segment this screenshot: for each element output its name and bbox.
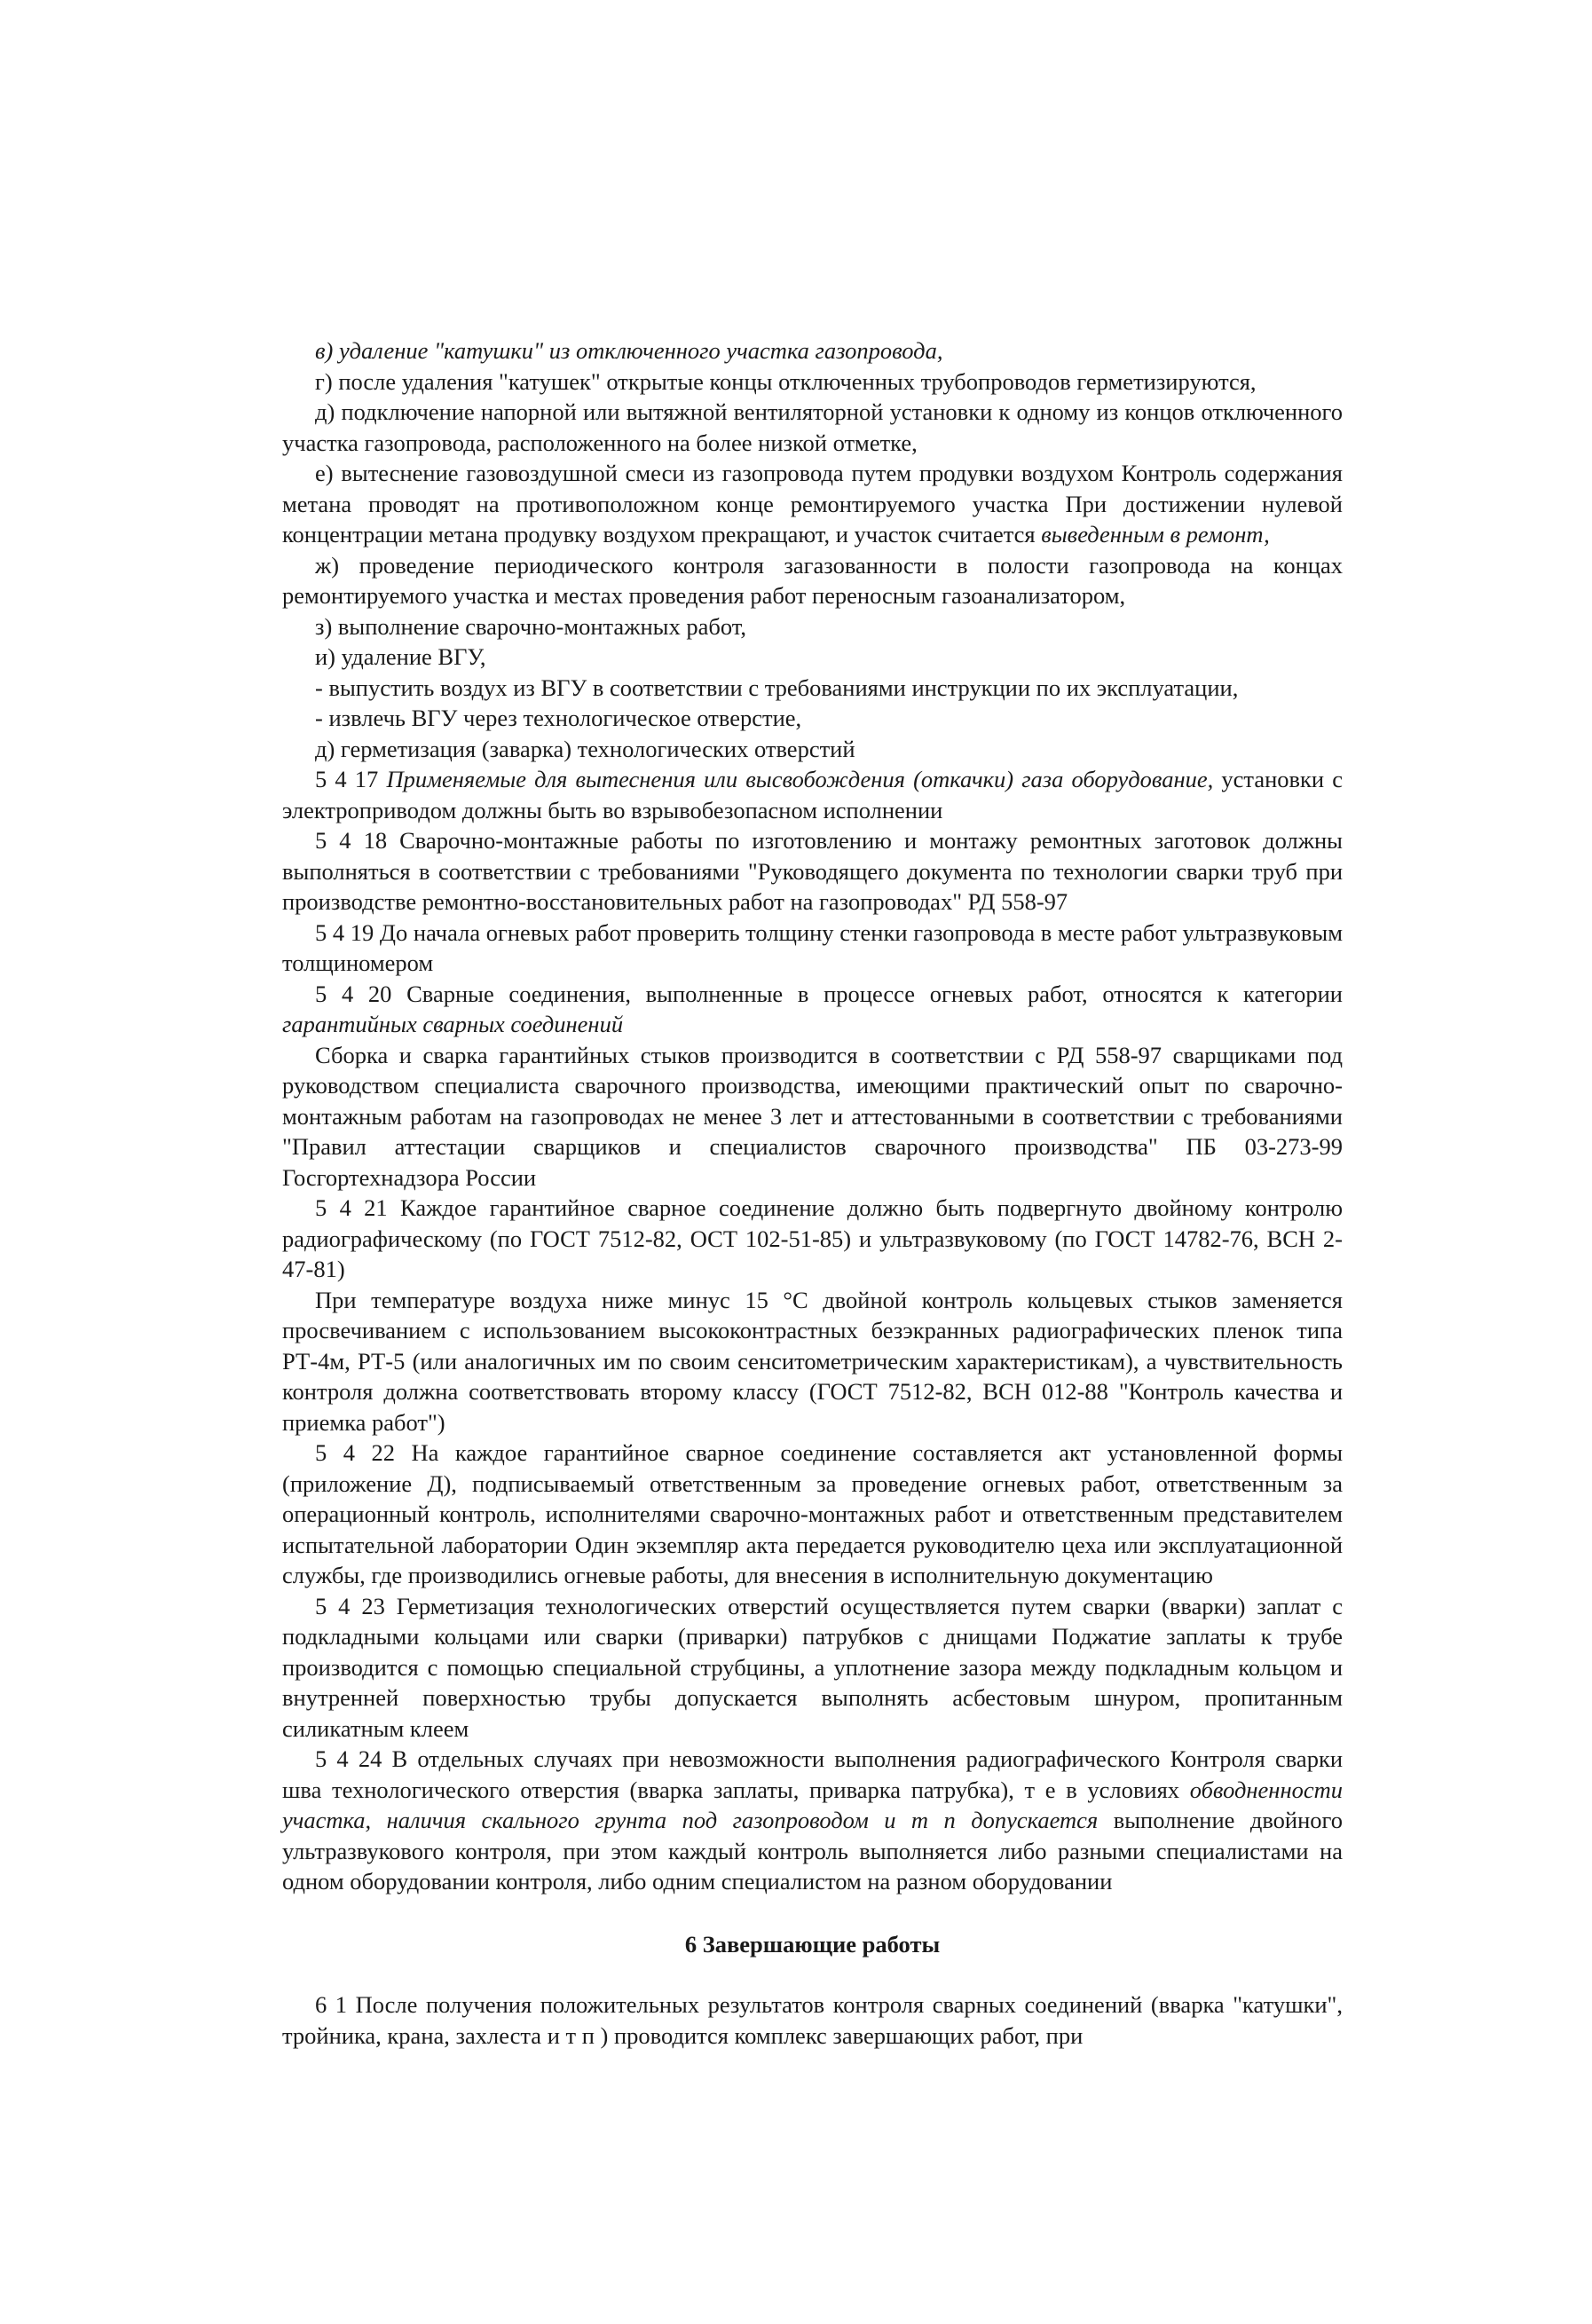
paragraph-p5424-it: обводненности участка, наличия скального грунта под газопроводом и т п допускается (282, 1776, 1343, 1833)
paragraph-p61-pre: 6 1 После получения положительных результатов контроля сварных соединений (вварка "катушки", тройника, крана, захлеста и т п ) проводится комплекс завершающих работ, при (282, 1991, 1343, 2049)
paragraph-p5417-post: установки с электроприводом должны быть во взрывобезопасном исполнении (282, 766, 1344, 823)
section-6-body (282, 1989, 1343, 2051)
paragraph-d2 (282, 734, 1343, 765)
paragraph-p5418-pre: 5 4 18 Сварочно-монтажные работы по изготовлению и монтажу ремонтных заготовок должны выполняться в соответствии с требованиями "Руководящего документа по технологии сварки труб при производстве ремонтно-восстановительных работ на газопроводах" РД 558-97 (282, 827, 1343, 915)
paragraph-p61 (282, 1989, 1343, 2051)
paragraph-p5422-pre: 5 4 22 На каждое гарантийное сварное соединение составляется акт установленной формы (приложение Д), подписываемый ответственным за проведение огневых работ, ответственным за операционный контроль, исполнителями сварочно-монтажных работ и ответственным представителем испытательной лаборатории Один экземпляр акта передается руководителю цеха или эксплуатационной службы, где производились огневые работы, для внесения в исполнительную документацию (282, 1439, 1343, 1588)
paragraph-zh (282, 550, 1343, 611)
paragraph-dash1-pre: - выпустить воздух из ВГУ в соответствии с требованиями инструкции по их эксплуатации, (315, 674, 1239, 701)
paragraph-v (282, 335, 1343, 366)
paragraph-p5423-pre: 5 4 23 Герметизация технологических отверстий осуществляется путем сварки (вварки) заплат с подкладными кольцами или сварки (приварки) патрубков с днищами Поджатие заплаты к трубе производится с помощью специальной струбцины, а уплотнение зазора между подкладным кольцом и внутренней поверхностью трубы допускается выполнять асбестовым шнуром, пропитанным силикатным клеем (282, 1592, 1343, 1742)
paragraph-p5423 (282, 1591, 1343, 1745)
paragraph-p5417-it: Применяемые для вытеснения или высвобождения (откачки) газа оборудование, (386, 766, 1214, 792)
paragraph-e-it: выведенным в ремонт, (1041, 521, 1270, 548)
section-heading: 6 Завершающие работы (684, 1930, 941, 1958)
paragraph-z (282, 611, 1343, 642)
paragraph-e (282, 458, 1343, 550)
paragraph-p5420-it: гарантийных сварных соединений (282, 1011, 624, 1037)
paragraph-v-it: в) удаление "катушки" из отключенного участка газопровода, (315, 337, 943, 364)
paragraph-i-pre: и) удаление ВГУ, (315, 643, 486, 670)
paragraph-p5420-pre: 5 4 20 Сварные соединения, выполненные в процессе огневых работ, относятся к категории (315, 980, 1343, 1007)
paragraph-p5422 (282, 1438, 1343, 1591)
paragraph-sborka (282, 1040, 1343, 1194)
paragraph-e-pre: е) вытеснение газовоздушной смеси из газопровода путем продувки воздухом Контроль содержания метана проводят на противоположном конце ремонтируемого участка При достижении нулевой концентрации метана продувку воздухом прекращают, и участок считается (282, 460, 1343, 548)
paragraph-p5421-pre: 5 4 21 Каждое гарантийное сварное соединение должно быть подвергнуто двойному контролю радиографическому (по ГОСТ 7512-82, ОСТ 102-51-85) и ультразвуковому (по ГОСТ 14782-76, ВСН 2-47-81) (282, 1194, 1343, 1282)
paragraph-d1 (282, 397, 1343, 458)
paragraph-temp (282, 1285, 1343, 1438)
paragraph-p5419-pre: 5 4 19 До начала огневых работ проверить толщину стенки газопровода в месте работ ультразвуковым толщиномером (282, 918, 1343, 976)
document-page (282, 335, 1343, 2051)
paragraph-g-pre: г) после удаления "катушек" открытые концы отключенных трубопроводов герметизируются, (315, 367, 1257, 395)
paragraph-p5417-pre: 5 4 17 (315, 766, 387, 792)
section-5-body (282, 335, 1343, 1897)
paragraph-z-pre: з) выполнение сварочно-монтажных работ, (315, 612, 746, 640)
paragraph-zh-pre: ж) проведение периодического контроля загазованности в полости газопровода на концах ремонтируемого участка и местах проведения работ переносным газоанализатором, (282, 551, 1343, 609)
paragraph-p5424-post: выполнение двойного ультразвукового контроля, при этом каждый контроль выполняется либо разными специалистами на одном оборудовании контроля, либо одним специалистом на разном оборудовании (282, 1807, 1343, 1895)
paragraph-p5417 (282, 764, 1343, 825)
paragraph-i (282, 642, 1343, 673)
paragraph-dash2-pre: - извлечь ВГУ через технологическое отверстие, (315, 705, 802, 731)
paragraph-p5418 (282, 825, 1343, 918)
paragraph-p5424-pre: 5 4 24 В отдельных случаях при невозможности выполнения радиографического Контроля сварки шва технологического отверстия (вварка заплаты, приварка патрубка), т е в условиях (282, 1745, 1343, 1803)
paragraph-dash2 (282, 703, 1343, 734)
paragraph-d1-pre: д) подключение напорной или вытяжной вентиляторной установки к одному из концов отключенного участка газопровода, расположенного на более низкой отметке, (282, 398, 1343, 456)
paragraph-p5421 (282, 1193, 1343, 1285)
paragraph-p5419 (282, 918, 1343, 979)
paragraph-dash1 (282, 673, 1343, 704)
paragraph-temp-pre: При температуре воздуха ниже минус 15 °С двойной контроль кольцевых стыков заменяется просвечиванием с использованием высококонтрастных безэкранных радиографических пленок типа РТ-4м, РТ-5 (или аналогичных им по своим сенситометрическим характеристикам), а чувствительность контроля должна соответствовать второму классу (ГОСТ 7512-82, ВСН 012-88 "Контроль качества и приемка работ") (282, 1286, 1343, 1436)
paragraph-sborka-pre: Сборка и сварка гарантийных стыков производится в соответствии с РД 558-97 сварщиками под руководством специалиста сварочного производства, имеющими практический опыт по сварочно-монтажным работам на газопроводах не менее 3 лет и аттестованными в соответствии с требованиями "Правил аттестации сварщиков и специалистов сварочного производства" ПБ 03-273-99 Госгортехнадзора России (282, 1041, 1343, 1191)
paragraph-d2-pre: д) герметизация (заварка) технологических отверстий (315, 735, 855, 762)
paragraph-g (282, 366, 1343, 398)
paragraph-p5420 (282, 979, 1343, 1040)
paragraph-p5424 (282, 1744, 1343, 1897)
